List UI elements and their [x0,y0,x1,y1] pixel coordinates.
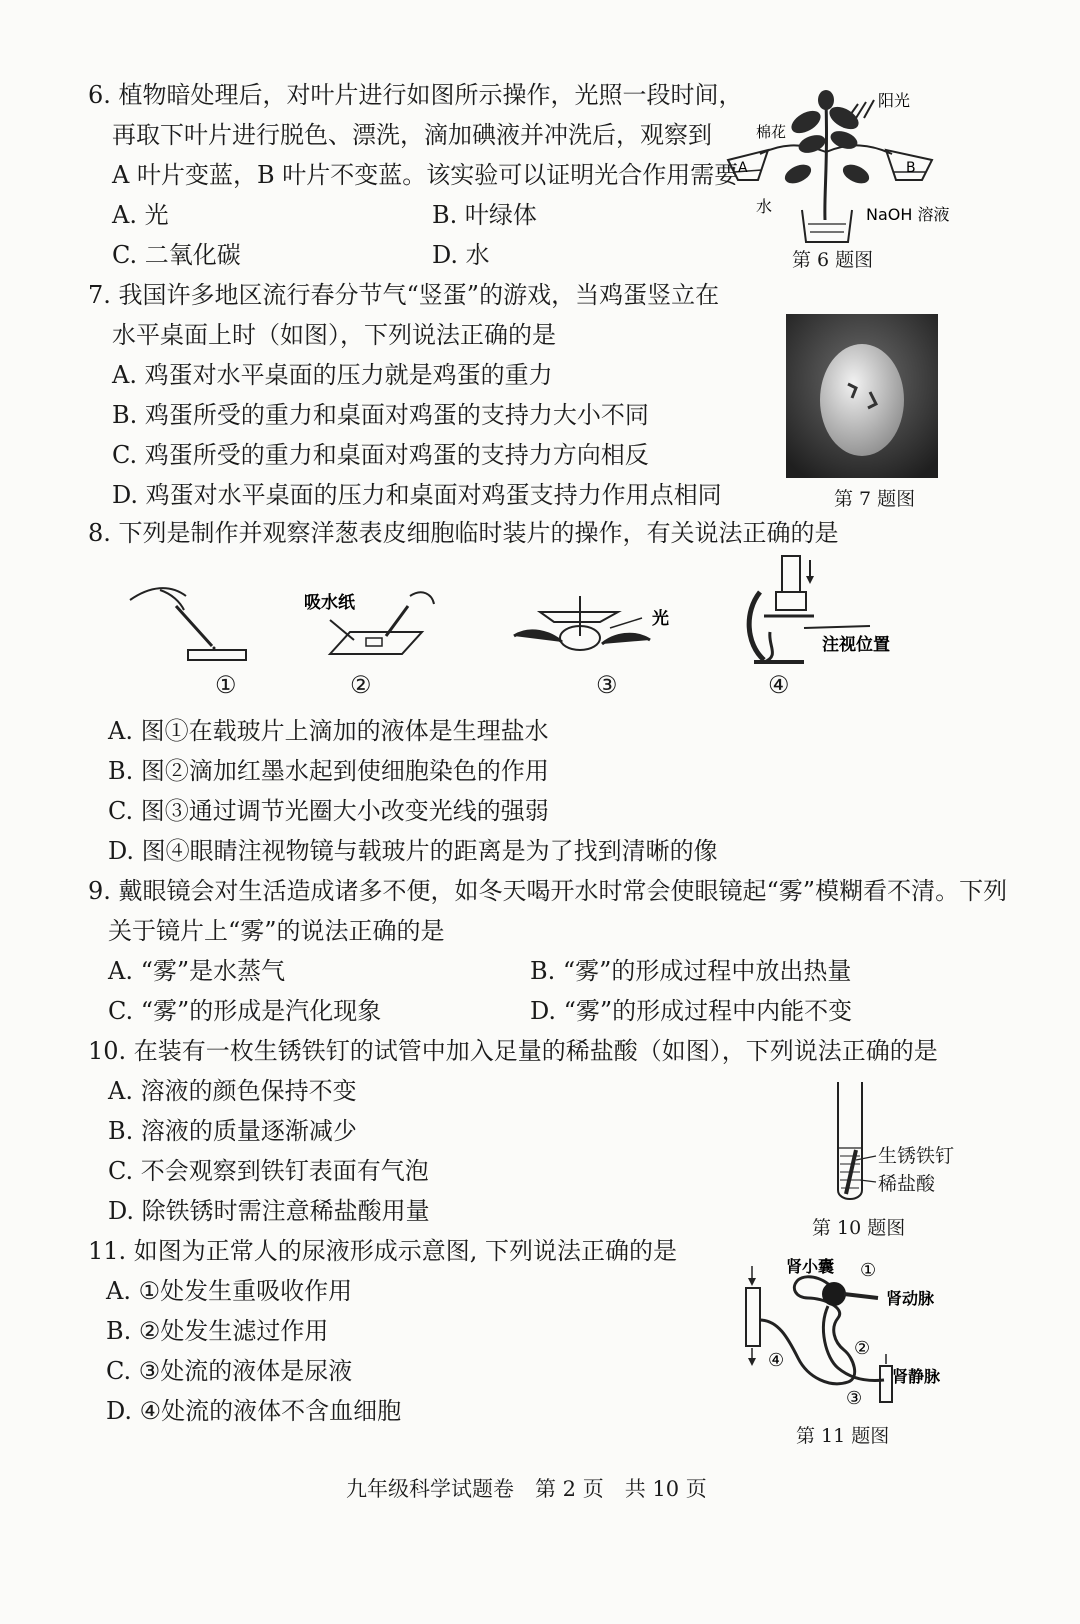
q10-option: C. 不会观察到铁钉表面有气泡 [108,1157,429,1185]
marker-1: ① [860,1260,877,1281]
nail-label: 生锈铁钉 [878,1145,955,1167]
q6-figure-caption: 第 6 题图 [792,249,874,271]
q6-plant-figure [720,82,980,252]
q11-stem-line: 11. 如图为正常人的尿液形成示意图, 下列说法正确的是 [88,1237,678,1265]
capsule-label: 肾小囊 [786,1258,835,1276]
q8-figure-number: ① [215,671,237,699]
q7-egg-photo [786,314,938,478]
leaf-b-label: B [906,160,916,176]
q7-figure-caption: 第 7 题图 [834,488,916,510]
q10-option: A. 溶液的颜色保持不变 [108,1077,357,1105]
marker-3: ③ [846,1388,863,1409]
gaze-position-label: 注视位置 [822,635,890,655]
vein-label: 肾静脉 [892,1367,941,1386]
q10-option: D. 除铁锈时需注意稀盐酸用量 [108,1197,430,1225]
q6-option: D. 水 [432,241,490,269]
page-footer: 九年级科学试题卷 第 2 页 共 10 页 [346,1477,707,1501]
naoh-label: NaOH 溶液 [866,205,950,224]
cotton-label: 棉花 [756,123,787,141]
q7-stem-line: 水平桌面上时（如图），下列说法正确的是 [112,321,556,349]
q8-option: B. 图②滴加红墨水起到使细胞染色的作用 [108,757,549,785]
q9-option: C. “雾”的形成是汽化现象 [108,997,382,1025]
q8-figure-number: ② [350,671,372,699]
water-label: 水 [756,197,773,216]
q11-option: C. ③处流的液体是尿液 [106,1357,353,1385]
q8-option: A. 图①在载玻片上滴加的液体是生理盐水 [108,717,549,745]
acid-label: 稀盐酸 [878,1173,936,1195]
q11-option: D. ④处流的液体不含血细胞 [106,1397,402,1425]
q8-step2-blotting-figure [300,584,440,666]
q6-option: B. 叶绿体 [432,201,537,229]
q7-option: A. 鸡蛋对水平桌面的压力就是鸡蛋的重力 [112,361,553,389]
q7-stem-line: 7. 我国许多地区流行春分节气“竖蛋”的游戏，当鸡蛋竖立在 [88,281,720,309]
q8-figure-number: ④ [768,671,790,699]
q6-stem-line: 再取下叶片进行脱色、漂洗，滴加碘液并冲洗后，观察到 [112,121,712,149]
q7-option: C. 鸡蛋所受的重力和桌面对鸡蛋的支持力方向相反 [112,441,649,469]
artery-label: 肾动脉 [886,1289,935,1308]
q6-option: A. 光 [112,201,169,229]
q11-nephron-figure [738,1258,968,1418]
q10-option: B. 溶液的质量逐渐减少 [108,1117,357,1145]
leaf-a-label: A [738,160,748,176]
q8-stem-line: 8. 下列是制作并观察洋葱表皮细胞临时装片的操作，有关说法正确的是 [88,519,839,547]
marker-2: ② [854,1338,871,1359]
q6-stem-line: 6. 植物暗处理后，对叶片进行如图所示操作，光照一段时间， [88,81,743,109]
q7-option: D. 鸡蛋对水平桌面的压力和桌面对鸡蛋支持力作用点相同 [112,481,722,509]
q8-figure-number: ③ [596,671,618,699]
q9-stem-line: 9. 戴眼镜会对生活造成诸多不便，如冬天喝开水时常会使眼镜起“雾”模糊看不清。下列 [88,877,1008,905]
q9-option: D. “雾”的形成过程中内能不变 [530,997,853,1025]
q7-option: B. 鸡蛋所受的重力和桌面对鸡蛋的支持力大小不同 [112,401,649,429]
q6-option: C. 二氧化碳 [112,241,241,269]
light-label: 光 [652,609,669,629]
q9-stem-line: 关于镜片上“雾”的说法正确的是 [108,917,445,945]
q10-stem-line: 10. 在装有一枚生锈铁钉的试管中加入足量的稀盐酸（如图），下列说法正确的是 [88,1037,938,1065]
marker-4: ④ [768,1350,785,1371]
q9-option: B. “雾”的形成过程中放出热量 [530,957,852,985]
blotting-paper-label: 吸水纸 [304,593,355,613]
q11-option: A. ①处发生重吸收作用 [106,1277,353,1305]
q8-option: D. 图④眼睛注视物镜与载玻片的距离是为了找到清晰的像 [108,837,718,865]
q9-option: A. “雾”是水蒸气 [108,957,286,985]
sun-label: 阳光 [878,91,911,110]
q11-option: B. ②处发生滤过作用 [106,1317,329,1345]
q8-step1-dropper-figure [120,576,260,666]
q8-option: C. 图③通过调节光圈大小改变光线的强弱 [108,797,549,825]
q6-stem-line: A 叶片变蓝，B 叶片不变蓝。该实验可以证明光合作用需要 [112,161,739,189]
q8-step3-microscope-light-figure [510,588,680,668]
q11-figure-caption: 第 11 题图 [796,1425,890,1447]
q10-figure-caption: 第 10 题图 [812,1217,906,1239]
q8-step4-microscope-figure [740,552,920,672]
